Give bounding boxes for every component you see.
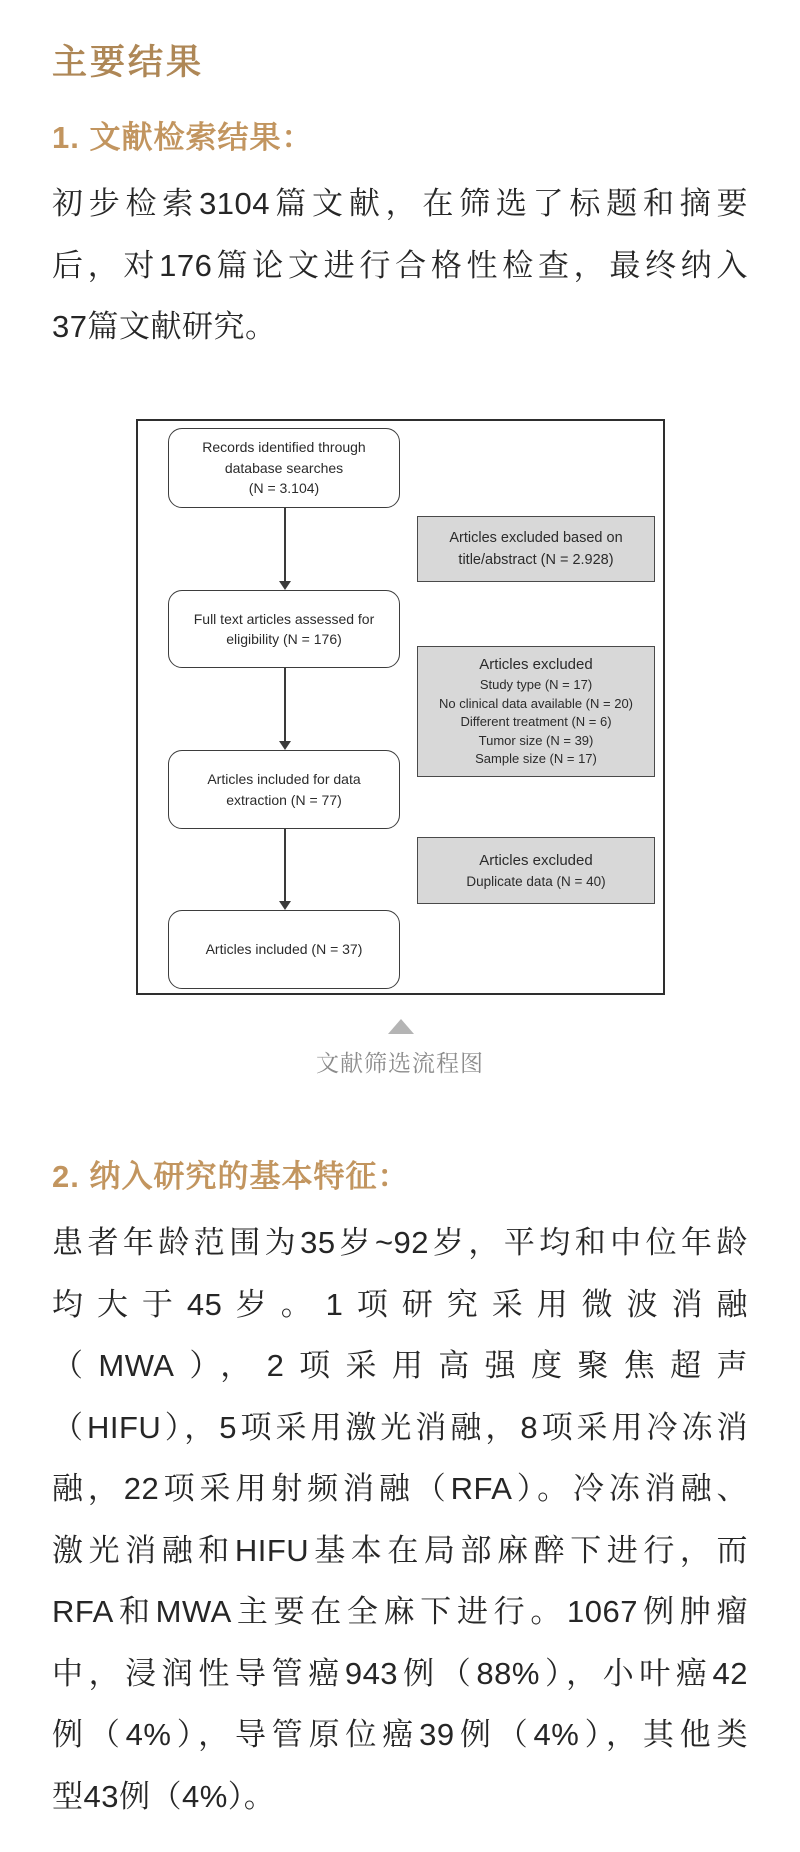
flow-box-records-identified [168, 428, 400, 508]
paragraph-line: 37篇文献研究。 [52, 309, 277, 344]
section1-heading: 1. 文献检索结果： [52, 120, 314, 155]
flow-box-line: Duplicate data (N = 40) [466, 873, 606, 889]
flow-box-line: Records identified through [202, 439, 366, 456]
flow-box-excluded-title-abstract [417, 516, 655, 582]
flow-box-excluded-duplicate [417, 837, 655, 904]
paragraph-line: 融，22项采用射频消融（RFA）。冷冻消融、 [52, 1471, 748, 1506]
flow-box-title: Articles excluded [479, 851, 593, 869]
caption-triangle-icon [388, 1019, 414, 1034]
flow-box-line: Sample size (N = 17) [475, 751, 597, 767]
flow-box-line: extraction (N = 77) [226, 791, 342, 808]
flow-box-line: Full text articles assessed for [193, 610, 375, 627]
flow-box-line: eligibility (N = 176) [226, 631, 342, 647]
flow-box-included-final [168, 910, 400, 989]
paragraph-line: 患者年龄范围为35岁~92岁，平均和中位年龄 [52, 1225, 748, 1260]
paragraph-line: （HIFU），5项采用激光消融，8项采用冷冻消 [52, 1409, 748, 1445]
flow-box-line: Articles included (N = 37) [205, 941, 363, 958]
flow-box-line: database searches [224, 459, 344, 476]
paragraph-line: 激光消融和HIFU基本在局部麻醉下进行，而 [52, 1532, 748, 1568]
paragraph-line: RFA和MWA主要在全麻下进行。1067例肿瘤 [52, 1594, 748, 1629]
flow-box-line: No clinical data available (N = 20) [438, 695, 634, 711]
flow-box-line: Articles included for data [207, 771, 361, 787]
flow-arrowhead-icon [279, 581, 291, 590]
flow-box-line: Articles excluded based on [449, 530, 623, 546]
paragraph-line: 初步检索3104篇文献，在筛选了标题和摘要 [52, 186, 748, 221]
flow-box-excluded-reasons [417, 646, 655, 777]
flow-box-title: Articles excluded [479, 656, 593, 674]
flow-box-line: title/abstract (N = 2.928) [458, 552, 614, 568]
paragraph-line: （MWA），2项采用高强度聚焦超声 [52, 1348, 748, 1383]
flow-arrow-line [284, 668, 286, 741]
flow-box-line: Different treatment (N = 6) [460, 714, 612, 730]
paragraph-line: 例（4%），导管原位癌39例（4%），其他类 [52, 1717, 748, 1752]
flow-box-fulltext-assessed [168, 590, 400, 668]
flow-arrow-line [284, 508, 286, 581]
flow-box-included-extraction [168, 750, 400, 829]
section1-paragraph [52, 173, 748, 358]
flow-arrow-line [284, 829, 286, 901]
page-title: 主要结果 [52, 43, 205, 82]
flow-box-line: Study type (N = 17) [479, 677, 593, 693]
flow-box-line: Tumor size (N = 39) [478, 732, 594, 748]
section2-heading: 2. 纳入研究的基本特征： [52, 1159, 410, 1194]
flow-arrowhead-icon [279, 901, 291, 910]
section2-paragraph [52, 1212, 748, 1827]
paragraph-line: 均大于45岁。1项研究采用微波消融 [52, 1286, 748, 1322]
flow-box-line: (N = 3.104) [248, 480, 320, 497]
flowchart-caption: 文献筛选流程图 [316, 1050, 484, 1076]
paragraph-line: 型43例（4%）。 [52, 1778, 276, 1814]
prisma-flowchart [136, 419, 665, 995]
paragraph-line: 后，对176篇论文进行合格性检查，最终纳入 [52, 247, 748, 283]
paragraph-line: 中，浸润性导管癌943例（88%），小叶癌42 [52, 1655, 748, 1691]
flow-arrowhead-icon [279, 741, 291, 750]
